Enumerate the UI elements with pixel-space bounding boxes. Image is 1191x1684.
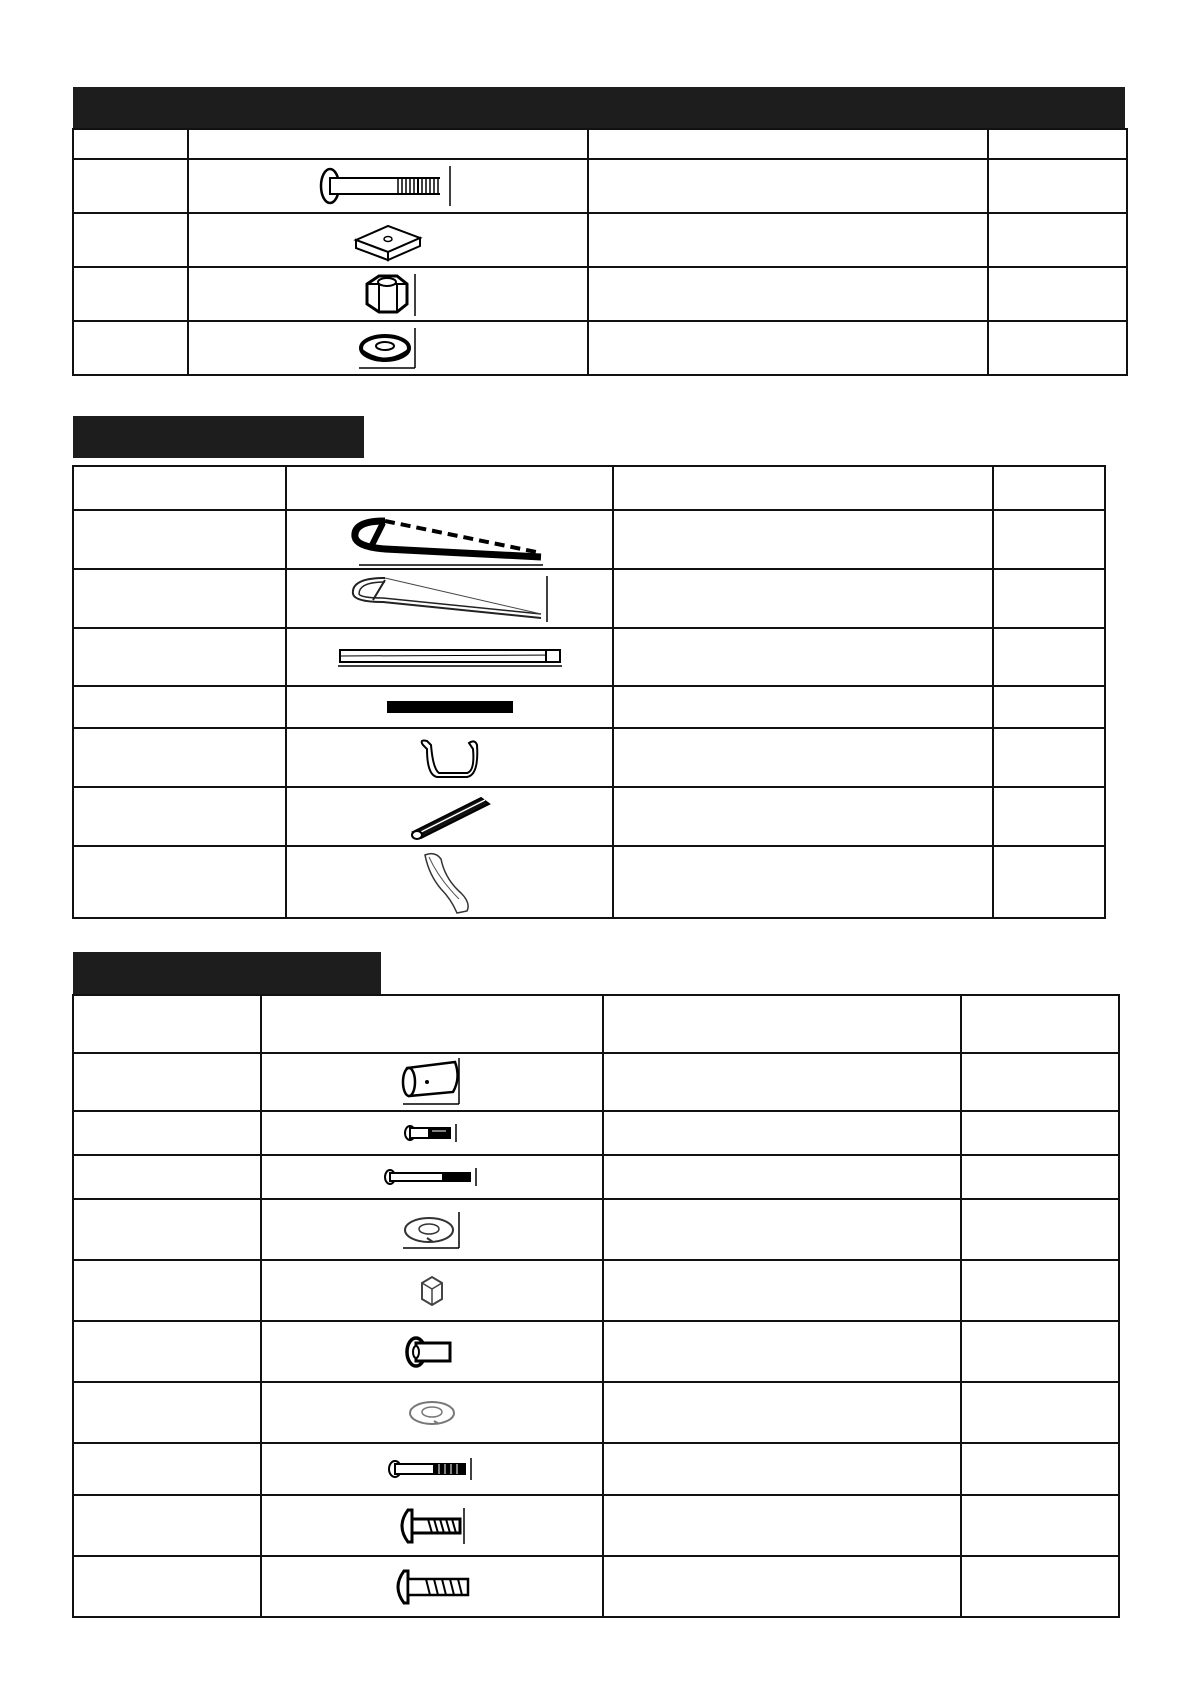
part-no	[73, 787, 286, 846]
hex-nut-icon	[353, 270, 423, 318]
part-image	[286, 846, 613, 918]
table-row	[73, 1155, 1119, 1199]
section2-heading-bar	[73, 416, 364, 458]
washer-icon	[353, 324, 423, 372]
table-row	[73, 787, 1105, 846]
part-no	[73, 1155, 261, 1199]
part-image	[286, 628, 613, 686]
part-desc	[603, 1260, 961, 1321]
part-desc	[588, 321, 988, 375]
part-desc	[603, 1321, 961, 1382]
part-desc	[603, 1111, 961, 1155]
part-qty	[961, 1556, 1119, 1617]
header-cell-no	[73, 129, 188, 159]
part-no	[73, 569, 286, 628]
table-row	[73, 213, 1127, 267]
bolt-icon	[318, 164, 458, 208]
header-cell-qty	[961, 995, 1119, 1053]
curved-rail-dark-icon	[345, 513, 555, 567]
part-no	[73, 1556, 261, 1617]
header-cell-desc	[588, 129, 988, 159]
part-desc	[588, 213, 988, 267]
part-desc	[603, 1382, 961, 1443]
section1-table	[72, 128, 1128, 376]
part-qty	[988, 213, 1127, 267]
part-image	[188, 159, 588, 213]
part-qty	[961, 1443, 1119, 1495]
part-no	[73, 1053, 261, 1111]
part-qty	[961, 1111, 1119, 1155]
table-row	[73, 321, 1127, 375]
part-desc	[588, 267, 988, 321]
table-row	[73, 1443, 1119, 1495]
part-desc	[603, 1443, 961, 1495]
part-qty	[988, 267, 1127, 321]
part-image	[261, 1260, 603, 1321]
large-carriage-bolt-icon	[390, 1567, 474, 1607]
part-qty	[993, 510, 1105, 569]
part-no	[73, 1321, 261, 1382]
part-no	[73, 510, 286, 569]
table-row	[73, 1111, 1119, 1155]
part-desc	[603, 1199, 961, 1260]
table-row	[73, 686, 1105, 728]
part-image	[261, 1199, 603, 1260]
table-row	[73, 569, 1105, 628]
part-no	[73, 159, 188, 213]
part-image	[188, 321, 588, 375]
part-no	[73, 1111, 261, 1155]
part-qty	[961, 1495, 1119, 1556]
header-cell-desc	[603, 995, 961, 1053]
part-image	[286, 686, 613, 728]
part-image	[286, 728, 613, 787]
table-row	[73, 846, 1105, 918]
section2-table	[72, 465, 1106, 919]
cap-nut-icon	[412, 1271, 452, 1311]
part-image	[261, 1443, 603, 1495]
table-row	[73, 1382, 1119, 1443]
table-header-row	[73, 466, 1105, 510]
part-desc	[603, 1556, 961, 1617]
end-cap-tube-icon	[397, 1056, 467, 1108]
header-cell-no	[73, 995, 261, 1053]
part-image	[261, 1321, 603, 1382]
part-no	[73, 728, 286, 787]
part-desc	[613, 569, 993, 628]
part-desc	[613, 846, 993, 918]
part-desc	[603, 1155, 961, 1199]
part-qty	[993, 846, 1105, 918]
part-image	[286, 510, 613, 569]
part-no	[73, 1443, 261, 1495]
part-qty	[961, 1382, 1119, 1443]
curved-rail-light-icon	[345, 572, 555, 626]
part-no	[73, 846, 286, 918]
part-qty	[993, 728, 1105, 787]
part-no	[73, 1382, 261, 1443]
header-cell-no	[73, 466, 286, 510]
header-cell-image	[286, 466, 613, 510]
part-qty	[961, 1321, 1119, 1382]
table-row	[73, 1495, 1119, 1556]
part-image	[261, 1495, 603, 1556]
table-row	[73, 728, 1105, 787]
spring-washer-icon	[397, 1208, 467, 1252]
part-no	[73, 321, 188, 375]
part-image	[261, 1155, 603, 1199]
split-washer-icon	[402, 1393, 462, 1433]
medium-bolt-icon	[387, 1456, 477, 1482]
part-qty	[961, 1199, 1119, 1260]
header-cell-image	[188, 129, 588, 159]
part-image	[188, 267, 588, 321]
long-bolt-icon	[382, 1166, 482, 1188]
header-cell-qty	[993, 466, 1105, 510]
part-no	[73, 628, 286, 686]
part-qty	[961, 1155, 1119, 1199]
u-bracket-icon	[415, 735, 485, 781]
section3-table	[72, 994, 1120, 1618]
part-qty	[993, 628, 1105, 686]
barrel-nut-icon	[402, 1330, 462, 1374]
table-row	[73, 1556, 1119, 1617]
table-row	[73, 1199, 1119, 1260]
carriage-bolt-icon	[394, 1506, 470, 1546]
header-cell-desc	[613, 466, 993, 510]
part-no	[73, 1199, 261, 1260]
part-qty	[993, 787, 1105, 846]
table-row	[73, 159, 1127, 213]
part-image	[188, 213, 588, 267]
part-desc	[603, 1495, 961, 1556]
part-image	[261, 1111, 603, 1155]
table-row	[73, 510, 1105, 569]
strap-icon	[415, 849, 485, 915]
section1-heading-bar	[73, 87, 1125, 129]
part-desc	[613, 628, 993, 686]
part-qty	[961, 1260, 1119, 1321]
part-no	[73, 267, 188, 321]
table-row	[73, 1053, 1119, 1111]
section3-heading-bar	[73, 952, 381, 994]
header-cell-qty	[988, 129, 1127, 159]
part-qty	[988, 159, 1127, 213]
part-desc	[613, 686, 993, 728]
table-row	[73, 267, 1127, 321]
part-no	[73, 213, 188, 267]
square-nut-icon	[348, 218, 428, 262]
part-qty	[993, 569, 1105, 628]
part-image	[261, 1053, 603, 1111]
part-no	[73, 1495, 261, 1556]
table-header-row	[73, 995, 1119, 1053]
part-desc	[613, 728, 993, 787]
part-no	[73, 1260, 261, 1321]
header-cell-image	[261, 995, 603, 1053]
part-desc	[603, 1053, 961, 1111]
table-row	[73, 1260, 1119, 1321]
table-row	[73, 1321, 1119, 1382]
part-desc	[613, 510, 993, 569]
part-desc	[588, 159, 988, 213]
part-qty	[988, 321, 1127, 375]
part-desc	[613, 787, 993, 846]
part-image	[286, 787, 613, 846]
part-qty	[993, 686, 1105, 728]
part-image	[286, 569, 613, 628]
part-qty	[961, 1053, 1119, 1111]
part-no	[73, 686, 286, 728]
roller-bar-icon	[405, 792, 495, 842]
short-bolt-icon	[402, 1122, 462, 1144]
part-image	[261, 1382, 603, 1443]
part-image	[261, 1556, 603, 1617]
straight-tube-icon	[332, 642, 568, 672]
flat-bar-icon	[385, 697, 515, 717]
table-header-row	[73, 129, 1127, 159]
table-row	[73, 628, 1105, 686]
